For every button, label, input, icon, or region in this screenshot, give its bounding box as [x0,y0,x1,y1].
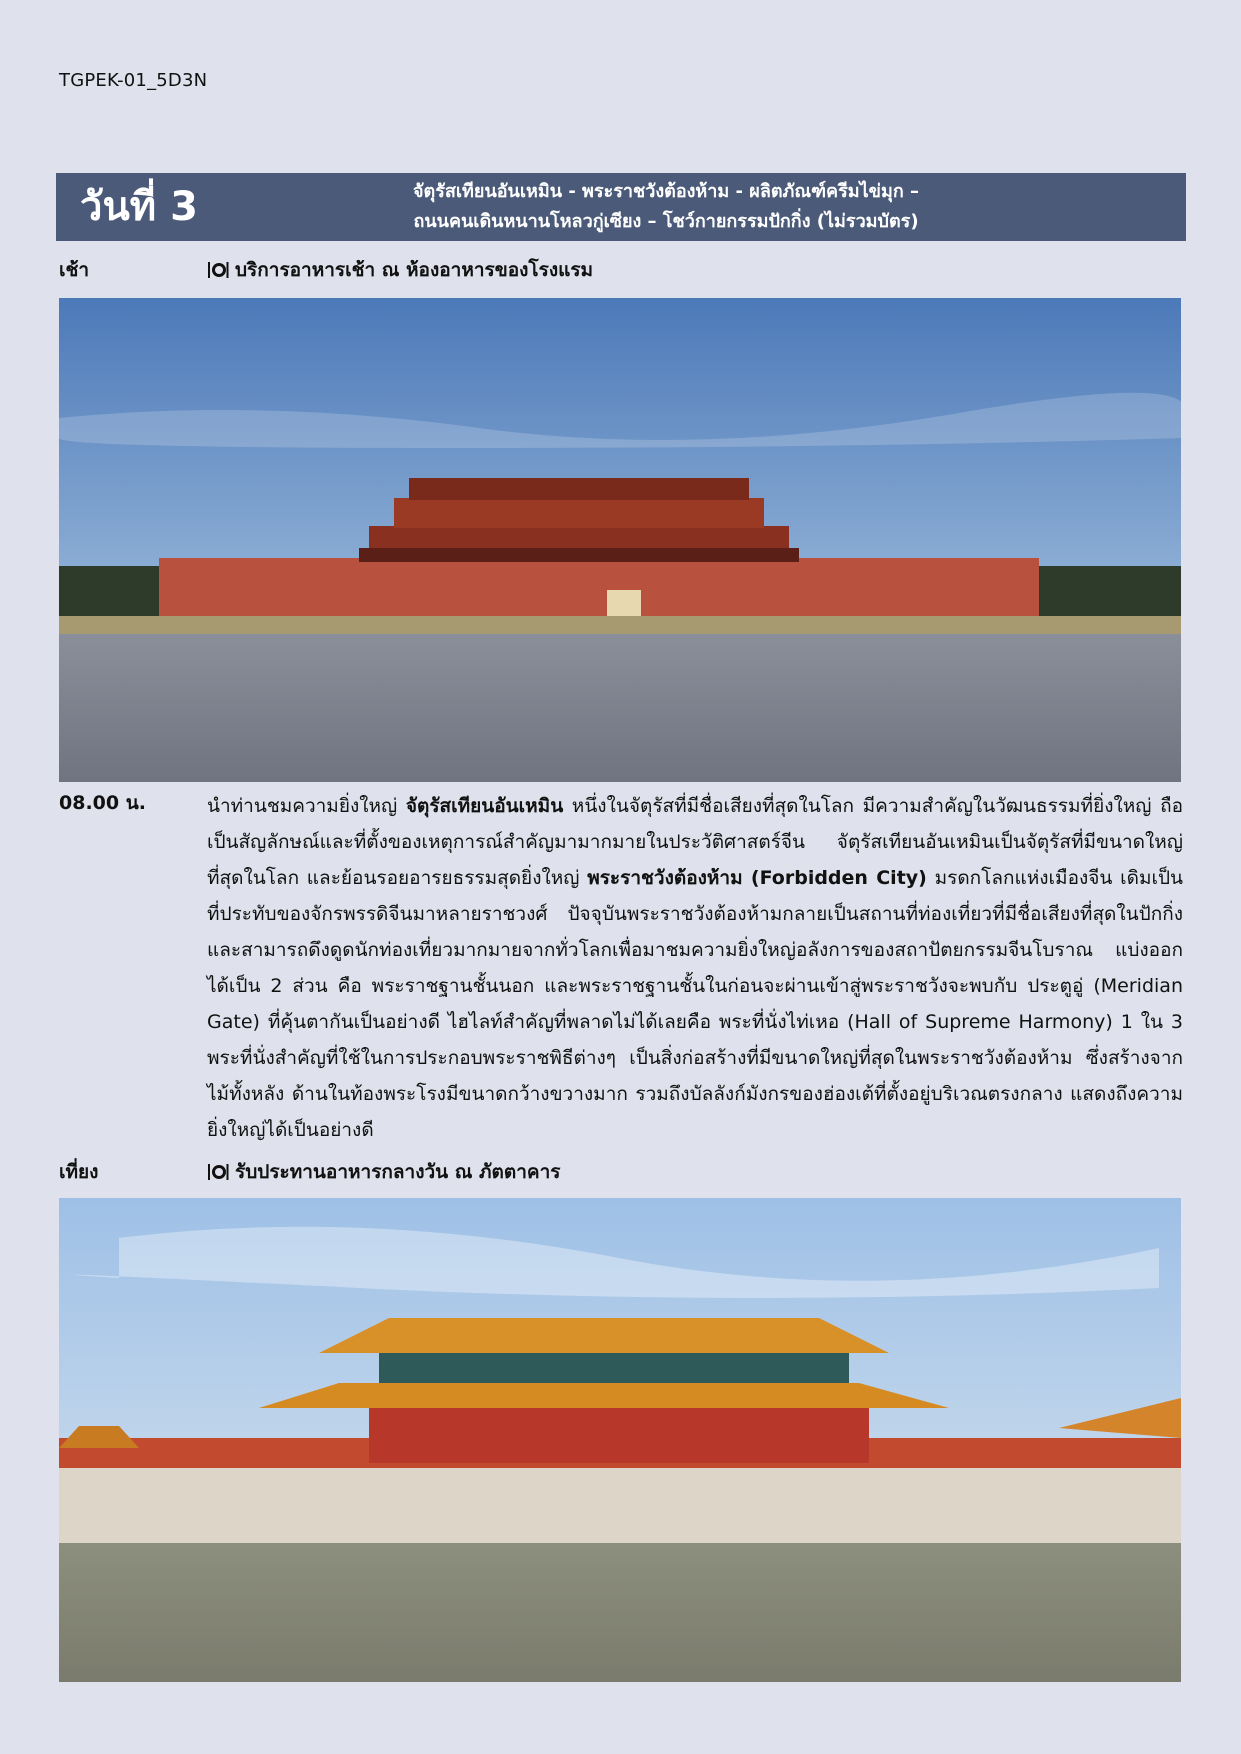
day-banner [56,173,1186,241]
lunch-time: เที่ยง [59,1161,99,1183]
activity-text-1: นำท่านชมความยิ่งใหญ่ [207,795,406,817]
forbidden-city-photo [59,1198,1181,1682]
activity-text-2: หนึ่งในจัตุรัสที่มีชื่อเสียงที่สุดในโลก มีความสำคัญในวัฒนธรรมที่ยิ่งใหญ่ ถือเป็นสัญลักษณ์และที่ตั้งของเหตุการณ์สำคัญมามากมายในประวัติศาสตร์จีน จัตุรัสเทียนอันเหมินเป็นจัตุรัสที่มีขนาดใหญ่ที่สุดในโลก และย้อนรอยอารยธรรมสุดยิ่งใหญ่ [207,795,1183,889]
route-line-2: ถนนคนเดินหนานโหลวกู่เซียง – โชว์กายกรรมปักกิ่ง (ไม่รวมบัตร) [413,211,919,232]
lunch-meal [207,1157,560,1187]
day-route [286,177,1186,237]
route-line-1: จัตุรัสเทียนอันเหมิน - พระราชวังต้องห้าม - ผลิตภัณฑ์ครีมไข่มุก – [412,181,920,202]
lunch-text: รับประทานอาหารกลางวัน ณ ภัตตาคาร [235,1161,561,1183]
dining-icon [207,1162,229,1182]
dining-icon [207,260,229,280]
breakfast-time: เช้า [59,259,90,281]
breakfast-text: บริการอาหารเช้า ณ ห้องอาหารของโรงแรม [235,259,594,281]
activity-row [59,788,1183,1148]
lunch-row [59,1157,1183,1187]
breakfast-row [59,255,1183,285]
day-label: วันที่ 3 [80,184,198,230]
highlight-forbidden-city: พระราชวังต้องห้าม (Forbidden City) [587,867,927,889]
document-code: TGPEK-01_5D3N [59,70,208,91]
highlight-tiananmen: จัตุรัสเทียนอันเหมิน [405,795,564,817]
activity-time: 08.00 น. [59,792,146,814]
tiananmen-photo [59,298,1181,782]
activity-description [207,788,1183,1148]
activity-text-3: มรดกโลกแห่งเมืองจีน เดิมเป็นที่ประทับของจักรพรรดิจีนมาหลายราชวงศ์ ปัจจุบันพระราชวังต้องห้ามกลายเป็นสถานที่ท่องเที่ยวที่มีชื่อเสียงที่สุดในปักกิ่งและสามารถดึงดูดนักท่องเที่ยวมากมายจากทั่วโลกเพื่อมาชมความยิ่งใหญ่อลังการของสถาปัตยกรรมจีนโบราณ แบ่งออกได้เป็น 2 ส่วน คือ พระราชฐานชั้นนอก และพระราชฐานชั้นในก่อนจะผ่านเข้าสู่พระราชวังจะพบกับ ประตูอู่ (Meridian Gate) ที่คุ้นตากันเป็นอย่างดี ไฮไลท์สำคัญที่พลาดไม่ได้เลยคือ พระที่นั่งไท่เหอ (Hall of Supreme Harmony) 1 ใน 3 พระที่นั่งสำคัญที่ใช้ในการประกอบพระราชพิธีต่างๆ เป็นสิ่งก่อสร้างที่มีขนาดใหญ่ที่สุดในพระราชวังต้องห้าม ซึ่งสร้างจากไม้ทั้งหลัง ด้านในท้องพระโรงมีขนาดกว้างขวางมาก รวมถึงบัลลังก์มังกรของฮ่องเต้ที่ตั้งอยู่บริเวณตรงกลาง แสดงถึงความยิ่งใหญ่ได้เป็นอย่างดี [207,867,1184,1141]
breakfast-meal [207,255,593,285]
